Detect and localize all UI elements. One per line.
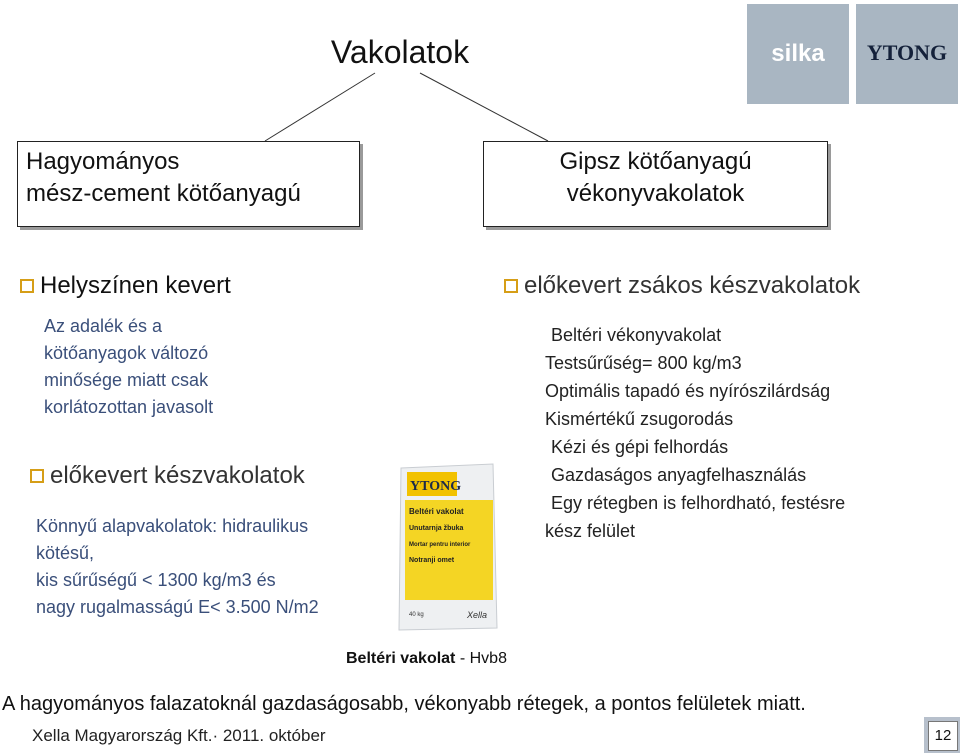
left-box-line1: Hagyományos — [26, 148, 180, 175]
silka-logo-text: silka — [771, 40, 825, 67]
left-heading-2-text: előkevert készvakolatok — [50, 462, 305, 489]
product-bag-image — [395, 460, 500, 632]
bag-weight: 40 kg — [409, 612, 424, 618]
right-list-item: Gazdaságos anyagfelhasználás — [551, 465, 807, 485]
summary-text: A hagyományos falazatoknál gazdaságosabb, vékonyabb rétegek, a pontos felületek miatt. — [2, 693, 806, 715]
left-para2-line: nagy rugalmasságú E< 3.500 N/m2 — [36, 597, 319, 617]
right-heading-text: előkevert zsákos készvakolatok — [524, 272, 861, 299]
bag-line: Unutarnja žbuka — [409, 525, 464, 532]
right-list-item: Kismértékű zsugorodás — [545, 409, 734, 429]
right-list-item: Kézi és gépi felhordás — [551, 437, 729, 457]
image-caption — [346, 650, 507, 668]
left-heading-2 — [30, 462, 305, 490]
left-para1-line: Az adalék és a — [44, 316, 163, 336]
right-list-item: kész felület — [545, 521, 636, 541]
left-para1-line: minősége miatt csak — [44, 370, 209, 390]
page-number: 12 — [928, 721, 958, 751]
bag-line: Notranji omet — [409, 557, 455, 564]
connector-right — [420, 73, 548, 141]
slide-title: Vakolatok — [330, 34, 470, 70]
left-box-line2: mész-cement kötőanyagú — [26, 180, 301, 207]
left-para1-line: kötőanyagok változó — [44, 343, 209, 363]
bag-maker: Xella — [467, 610, 488, 620]
left-heading-1 — [20, 272, 231, 300]
left-para1-line: korlátozottan javasolt — [44, 397, 214, 417]
gypsum-plaster-box — [483, 141, 828, 227]
bag-brand: YTONG — [410, 479, 462, 494]
left-paragraph-2 — [36, 513, 319, 621]
right-box-line2: vékonyvakolatok — [566, 180, 745, 207]
right-list-item: Egy rétegben is felhordható, festésre — [551, 493, 846, 513]
checkbox-bullet-icon — [504, 279, 518, 293]
caption-rest: - Hvb8 — [455, 650, 507, 667]
left-para2-line: kötésű, — [36, 543, 95, 563]
right-heading — [504, 272, 860, 300]
ytong-logo-text: YTONG — [866, 40, 948, 65]
caption-bold: Beltéri vakolat — [346, 650, 456, 667]
footer-text: Xella Magyarország Kft.· 2011. október — [32, 726, 326, 745]
bag-line: Mortar pentru interior — [409, 542, 471, 548]
left-heading-1-text: Helyszínen kevert — [40, 272, 231, 299]
tree-connectors — [0, 0, 960, 160]
left-para2-line: kis sűrűségű < 1300 kg/m3 és — [36, 570, 276, 590]
right-list-item: Testsűrűség= 800 kg/m3 — [545, 353, 742, 373]
connector-left — [265, 73, 375, 141]
right-list-item: Optimális tapadó és nyírószilárdság — [545, 381, 831, 401]
right-list — [545, 321, 845, 545]
right-list-item: Beltéri vékonyvakolat — [551, 325, 722, 345]
checkbox-bullet-icon — [30, 469, 44, 483]
bag-product: Beltéri vakolat — [409, 507, 464, 516]
right-box-line1: Gipsz kötőanyagú — [559, 148, 752, 175]
left-paragraph-1 — [44, 313, 213, 421]
left-para2-line: Könnyű alapvakolatok: hidraulikus — [36, 516, 309, 536]
traditional-plaster-box — [17, 141, 360, 227]
checkbox-bullet-icon — [20, 279, 34, 293]
